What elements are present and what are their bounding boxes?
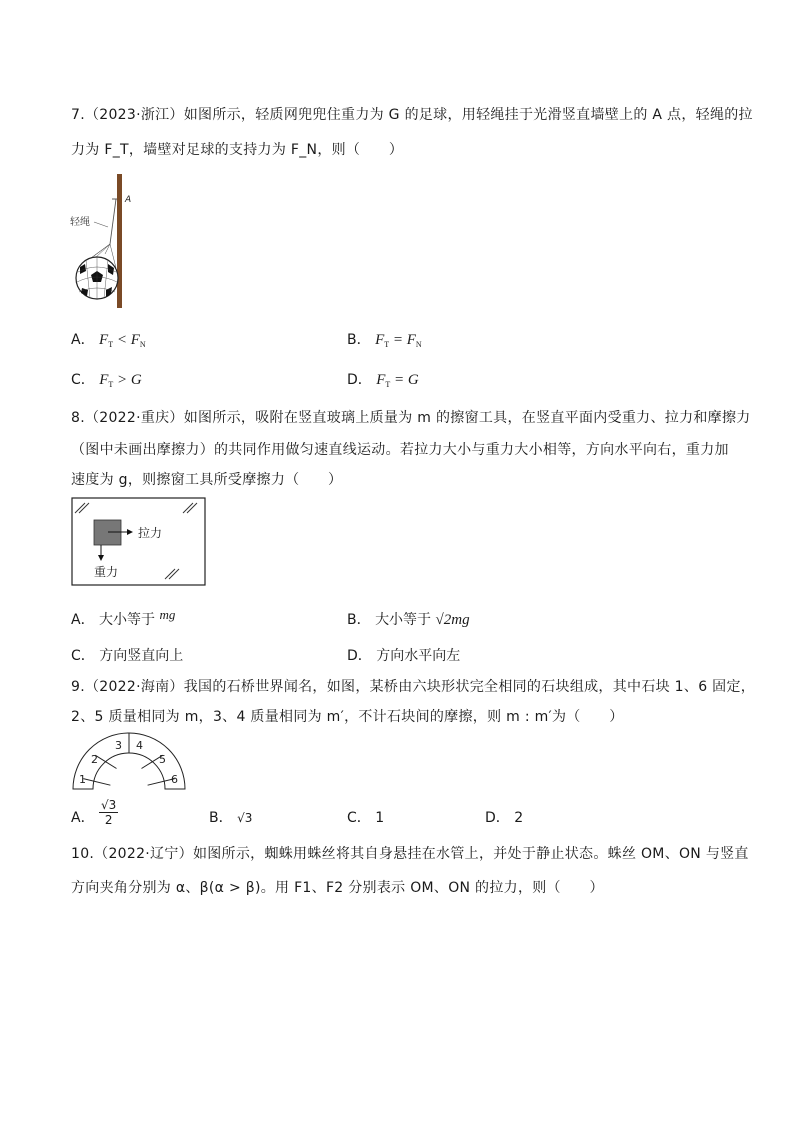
q7-option-d[interactable] xyxy=(347,369,419,389)
option-text: 方向竖直向上 xyxy=(99,648,184,664)
formula-sqrt3: √3 xyxy=(237,811,253,825)
q8-stem-line3: 速度为 g，则擦窗工具所受摩擦力（ ） xyxy=(71,472,343,488)
q7-stem-line2: 力为 F_T，墙壁对足球的支持力为 F_N，则（ ） xyxy=(71,142,404,158)
option-text: 方向水平向左 xyxy=(376,648,461,664)
option-letter: D． xyxy=(485,810,510,826)
wall xyxy=(117,174,122,308)
stone-label: 3 xyxy=(115,739,122,752)
q7-football-figure xyxy=(70,172,130,310)
option-letter: B． xyxy=(209,810,233,826)
q8-window-figure xyxy=(71,497,207,587)
q7-option-a[interactable] xyxy=(71,329,146,349)
q8-option-d[interactable] xyxy=(347,645,460,665)
option-letter: C． xyxy=(71,372,95,388)
q8-stem-line2: （图中未画出摩擦力）的共同作用做匀速直线运动。若拉力大小与重力大小相等，方向水平向右，重力加 xyxy=(71,442,729,458)
q10-stem-line1: 10.（2022·辽宁）如图所示，蜘蛛用蛛丝将其自身悬挂在水管上，并处于静止状态。蛛丝 OM、ON 与竖直 xyxy=(71,846,749,862)
option-text: 大小等于 xyxy=(99,612,156,628)
option-letter: C． xyxy=(347,810,371,826)
q7-option-b[interactable] xyxy=(347,329,422,349)
option-letter: D． xyxy=(347,372,372,388)
rope-pointer xyxy=(94,222,108,227)
option-text: 大小等于 xyxy=(375,612,432,628)
option-value: 1 xyxy=(375,810,385,826)
q9-option-a[interactable] xyxy=(71,798,118,827)
q9-option-d[interactable] xyxy=(485,807,523,827)
stone-label: 5 xyxy=(159,753,166,766)
q9-arch-bridge-figure xyxy=(70,733,190,793)
q7-option-c[interactable] xyxy=(71,369,142,389)
fraction-numerator: √3 xyxy=(101,798,117,812)
q7-stem-line1: 7.（2023·浙江）如图所示，轻质网兜兜住重力为 G 的足球，用轻绳挂于光滑竖直墙壁上的 A 点，轻绳的拉 xyxy=(71,107,753,123)
option-letter: D． xyxy=(347,648,372,664)
q9-option-b[interactable] xyxy=(209,807,252,827)
formula-ft-gt-g: $F_T > G$ xyxy=(99,372,142,389)
stone-label: 4 xyxy=(136,739,143,752)
stone-label: 6 xyxy=(171,773,178,786)
q9-option-c[interactable] xyxy=(347,807,384,827)
q9-stem-line2: 2、5 质量相同为 m，3、4 质量相同为 m′，不计石块间的摩擦，则 m : m′为（ ） xyxy=(71,709,624,725)
formula-ft-eq-fn: $F_T = F_N$ xyxy=(375,332,422,349)
option-letter: B． xyxy=(347,612,371,628)
formula-ft-lt-fn: $F_T < F_N$ xyxy=(99,332,146,349)
q8-option-b[interactable] xyxy=(347,609,470,629)
option-letter: A． xyxy=(71,810,95,826)
q8-option-c[interactable] xyxy=(71,645,183,665)
stone-label: 1 xyxy=(79,773,86,786)
option-value: 2 xyxy=(514,810,524,826)
q8-option-a[interactable] xyxy=(71,609,175,629)
rope-label: 轻绳 xyxy=(70,217,90,228)
option-letter: C． xyxy=(71,648,95,664)
formula-ft-eq-g: $F_T = G$ xyxy=(376,372,419,389)
option-letter: A． xyxy=(71,612,95,628)
formula-mg: mg xyxy=(159,607,176,622)
fraction-denominator: 2 xyxy=(104,813,113,827)
option-letter: B． xyxy=(347,332,371,348)
rope xyxy=(110,199,116,244)
q10-stem-line2: 方向夹角分别为 α、β(α > β)。用 F1、F2 分别表示 OM、ON 的拉力，则（ ） xyxy=(71,880,604,896)
point-a-label: A xyxy=(125,195,132,205)
gravity-label: 重力 xyxy=(94,565,119,579)
stone-label: 2 xyxy=(91,753,98,766)
option-letter: A． xyxy=(71,332,95,348)
pull-label: 拉力 xyxy=(138,526,163,540)
fraction xyxy=(99,798,118,827)
q9-stem-line1: 9.（2022·海南）我国的石桥世界闻名，如图，某桥由六块形状完全相同的石块组成，其中石块 1、6 固定， xyxy=(71,679,756,695)
q8-stem-line1: 8.（2022·重庆）如图所示，吸附在竖直玻璃上质量为 m 的擦窗工具，在竖直平面内受重力、拉力和摩擦力 xyxy=(71,410,751,426)
formula-sqrt2-mg: √2mg xyxy=(435,612,470,628)
